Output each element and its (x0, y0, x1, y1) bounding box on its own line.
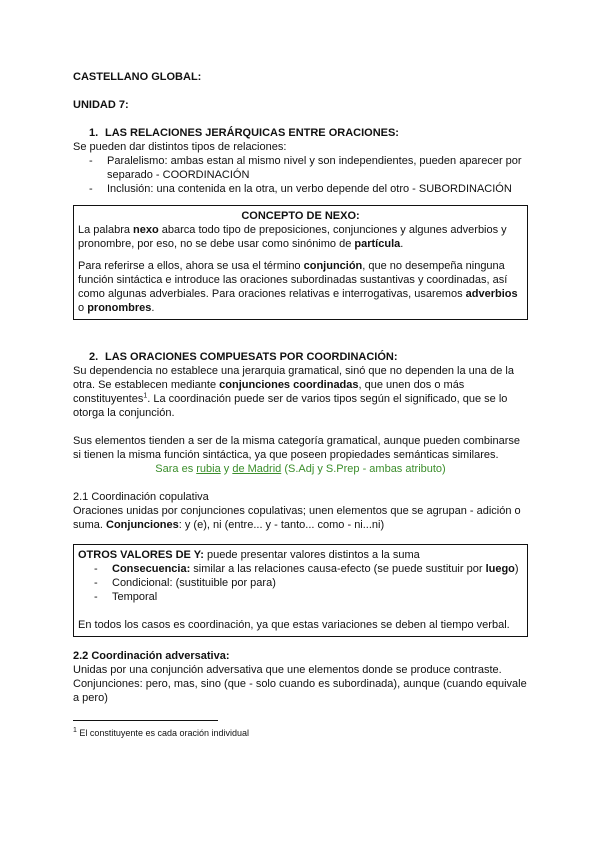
bold-term: adverbios (465, 288, 518, 300)
list-item: - Temporal (94, 590, 523, 604)
section-2-heading-text: LAS ORACIONES COMPUESATS POR COORDINACIÓN: (105, 351, 398, 363)
concepto-nexo-box (73, 205, 528, 320)
list-item: - Condicional: (sustituible por para) (94, 576, 523, 590)
bold-term: OTROS VALORES DE Y: (78, 549, 204, 561)
text-run: Sara es (155, 463, 197, 475)
y-box-footer: En todos los casos es coordinación, ya que estas variaciones se deben al tiempo verbal. (78, 619, 510, 631)
section-1-heading-text: LAS RELACIONES JERÁRQUICAS ENTRE ORACIONES: (105, 127, 399, 139)
relations-list (73, 154, 528, 196)
footnote-separator (73, 720, 218, 721)
subsection-2-2-heading: 2.2 Coordinación adversativa: (73, 650, 230, 662)
text-run: . La coordinación puede ser de varios tipos según el significado, que se lo otorga la conjunción. (73, 393, 508, 419)
list-item: - Inclusión: una contenida en la otra, un verbo depende del otro - SUBORDINACIÓN (89, 182, 528, 196)
section-1-intro: Se pueden dar distintos tipos de relaciones: (73, 141, 287, 153)
unit-title: UNIDAD 7: (73, 99, 129, 111)
section-2-paragraph-1 (73, 364, 528, 420)
y-values-list (78, 562, 523, 604)
list-item (94, 562, 523, 576)
section-2-number: 2. (89, 351, 99, 363)
text-run: . (151, 302, 155, 314)
document-page (73, 70, 528, 739)
text-run: (S.Adj y S.Prep - ambas atributo) (281, 463, 446, 475)
bold-term: conjunciones coordinadas (219, 379, 359, 391)
nexo-paragraph-1 (78, 223, 523, 251)
section-2-paragraph-2: Sus elementos tienden a ser de la misma categoría gramatical, aunque pueden combinarse si tienen la misma función sintáctica, ya que poseen propiedades semánticas similares. (73, 435, 520, 461)
text-run: abarca todo tipo de preposiciones, conjunciones y algunes adverbios y pronombre, por eso, no se debe usar como sinónimo de (78, 224, 507, 250)
subsection-2-2-paragraph-1: Unidas por una conjunción adversativa que une elementos donde se produce contraste. (73, 664, 502, 676)
underlined-constituent: de Madrid (232, 463, 282, 475)
footnote (73, 727, 528, 739)
coordination-example (73, 462, 528, 476)
text-run: y (220, 463, 233, 475)
doc-title: CASTELLANO GLOBAL: (73, 71, 202, 83)
text-run: similar a las relaciones causa-efecto (se puede sustituir por (190, 563, 486, 575)
subsection-2-1-paragraph (73, 504, 528, 532)
text-run: Oraciones unidas por conjunciones copulativas; unen elementos que se agrupan - adición o suma. (73, 505, 521, 531)
bold-term: Consecuencia: (112, 563, 191, 575)
bold-term: partícula (354, 238, 401, 250)
footnote-text: El constituyente es cada oración individual (76, 728, 250, 738)
subsection-2-1-heading: 2.1 Coordinación copulativa (73, 491, 209, 503)
underlined-constituent: rubia (196, 463, 221, 475)
nexo-paragraph-2 (78, 259, 523, 315)
text-run: , que no desempeña ninguna función sintáctica e introduce las oraciones subordinadas sustantivas y coordinadas, así como algunas adverbiales. Para oraciones relativas e interrogativas, usaremos (78, 260, 508, 300)
section-1-heading (89, 126, 528, 140)
text-run: o (78, 302, 88, 314)
text-run: La palabra (78, 224, 134, 236)
bold-term: Conjunciones (106, 519, 179, 531)
y-box-title (78, 548, 523, 562)
list-item: - Paralelismo: ambas estan al mismo nivel y son independientes, pueden aparecer por separado - COORDINACIÓN (89, 154, 528, 182)
bold-term: conjunción (303, 260, 363, 272)
text-run: : y (e), ni (entre... y - tanto... como - ni...ni) (178, 519, 385, 531)
footnote-mark: 1 (73, 727, 77, 734)
nexo-box-title: CONCEPTO DE NEXO: (241, 210, 360, 222)
text-run: Para referirse a ellos, ahora se usa el término (78, 260, 304, 272)
section-2-heading (89, 350, 528, 364)
text-run: , que unen dos o más constituyentes (73, 379, 465, 405)
subsection-2-2-paragraph-2: Conjunciones: pero, mas, sino (que - solo cuando es subordinada), aunque (cuando equivale a pero) (73, 678, 527, 704)
text-run: puede presentar valores distintos a la suma (203, 549, 420, 561)
section-1-number: 1. (89, 127, 99, 139)
text-run: . (400, 238, 404, 250)
text-run: Su dependencia no establece una jerarquia gramatical, sinó que no dependen la una de la otra. Se establecen mediante (73, 365, 514, 391)
bold-term: pronombres (87, 302, 152, 314)
bold-term: nexo (133, 224, 159, 236)
otros-valores-y-box (73, 544, 528, 637)
text-run: ) (514, 563, 519, 575)
footnote-reference[interactable]: 1 (143, 392, 148, 400)
bold-term: luego (485, 563, 515, 575)
